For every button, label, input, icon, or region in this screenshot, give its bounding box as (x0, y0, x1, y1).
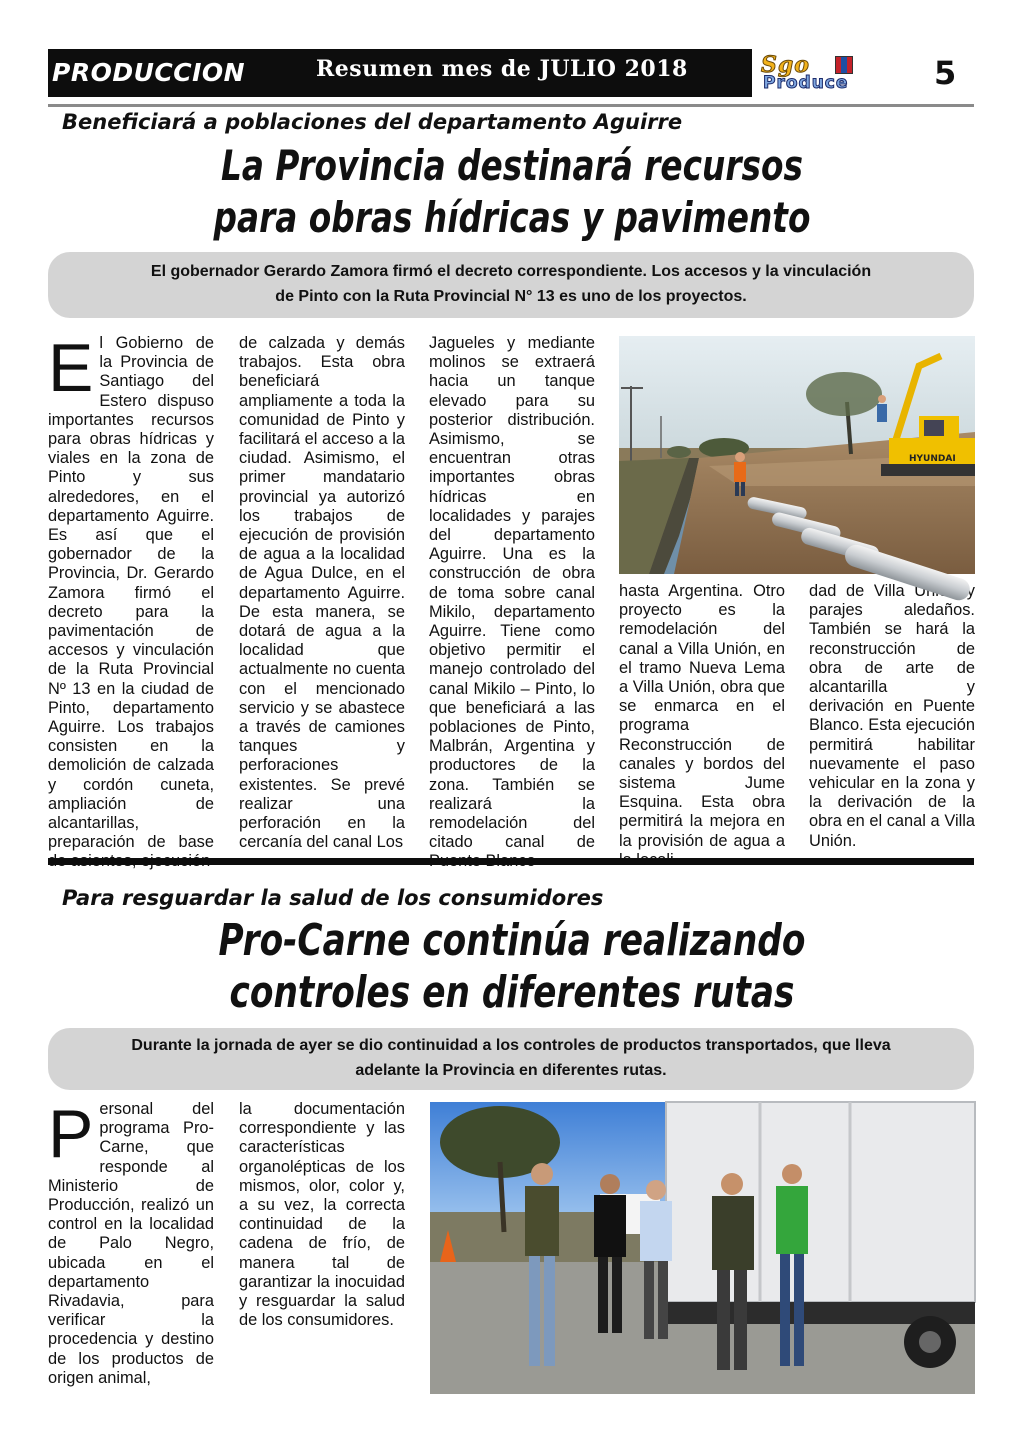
article-divider (48, 858, 974, 865)
article1-lead-line2: de Pinto con la Ruta Provincial N° 13 es uno de los proyectos. (275, 288, 747, 305)
article2-headline-line1: Pro-Carne continúa realizando (218, 915, 806, 966)
article2-column-1 (48, 1096, 214, 1400)
article2-kicker: Para resguardar la salud de los consumidores (62, 886, 604, 910)
article1-column-5: dad de Villa Unión y parajes aledaños. También se hará la reconstrucción de obra de arte de alcantarilla y derivación en Puente Blanco. Esta ejecución permitirá habilitar nuevamente el paso vehicular en la zona y la derivación de la obra en el canal a Villa Unión. (809, 582, 975, 850)
article1-lead-box (48, 252, 974, 318)
article2-dropcap: P (48, 1096, 94, 1172)
article1-headline-line1: La Provincia destinará recursos (220, 141, 804, 190)
article1-column-3: Jagueles y mediante molinos se extraerá hacia un tanque elevado para su posterior distribución. Asimismo, se encuentran otras importantes obras hídricas en localidades y parajes del departamento Aguirre. Una es la construcción de obra de toma sobre canal Mikilo, departamento Aguirre. Tiene como objetivo permitir el manejo controlado del canal Mikilo – Pinto, lo que beneficiará a las poblaciones de Pinto, Malbrán, Argentina y productores de la zona. También se realizará la remodelación del citado canal de (429, 334, 595, 852)
article1-kicker: Beneficiará a poblaciones del departamento Aguirre (62, 110, 683, 134)
sgo-produce-logo (757, 52, 899, 94)
article1-lead-line1: El gobernador Gerardo Zamora firmó el decreto correspondiente. Los accesos y la vinculación (150, 263, 872, 281)
article1-col1-text: l Gobierno de la Provincia de Santiago del Estero dispuso importantes recursos para obras hídricas y viales en la zona de Pinto y sus alrededores, en el departamento Aguirre. Es así que el gobernador de la Provincia, Dr. Gerardo Zamora firmó el decreto para la pavimentación de accesos y vinculación de la Ruta Provincial Nº 13 en la ciudad de Pinto, departamento Aguirre. Los trabajos consisten en la demolición de calzada y cordón cuneta, ampliación de alcantarillas, preparación de base (48, 334, 214, 852)
excavator-brand: HYUNDAI (909, 454, 956, 464)
article1-column-1 (48, 330, 214, 852)
pipeline-photo-illustration (619, 336, 975, 574)
article2-lead-line2: adelante la Provincia en diferentes rutas. (355, 1062, 667, 1079)
logo-text-bottom: Produce (763, 73, 849, 93)
article2-lead-box (48, 1028, 974, 1090)
header-rule (48, 104, 974, 107)
article1-column-4: hasta Argentina. Otro proyecto es la remodelación del canal a Villa Unión, en el tramo Nueva Lema a Villa Unión, obra que se enmarca en el programa Reconstrucción de canales y bordos del sistema Jume Esquina. Esta obra permitirá la mejora en la provisión de agua a (619, 582, 785, 850)
article1-dropcap: E (48, 330, 94, 406)
article2-col1-text: ersonal del programa Pro-Carne, que responde al Ministerio de Producción, realizó un control en la localidad de Palo Negro, ubicada en el departamento Rivadavia, para verificar la procedencia y destino de los productos de origen animal, (48, 1100, 214, 1387)
article1-photo-pipeline-works (619, 336, 975, 574)
page-number: 5 (934, 54, 957, 92)
article1-column-2: de calzada y demás trabajos. Esta obra beneficiará ampliamente a toda la comunidad de Pinto y facilitará el acceso a la ciudad. Asimismo, el primer mandatario provincial ya autorizó los trabajos de ejecución de provisión de agua a la localidad de Agua Dulce, en el departamento Aguirre. De esta manera, se dotará de agua a la localidad que actualmente no cuenta con el mencionado servicio y se abastece a través de camiones tanques y perforaciones existentes. Se prevé realizar una perforación en la cercanía del canal Los (239, 334, 405, 852)
inspection-photo-illustration (430, 1102, 975, 1394)
article2-lead-line1: Durante la jornada de ayer se dio continuidad a los controles de productos transportados, que lleva (131, 1037, 891, 1055)
article2-photo-inspection (430, 1102, 975, 1394)
article2-column-2: la documentación correspondiente y las características organolépticas de los mismos, olor, color y, a su vez, la correcta continuidad de la cadena de frío, de manera tal de garantizar la inocuidad y resguardar la salud de los consumidores. (239, 1100, 405, 1330)
flag-icon (835, 56, 853, 74)
article2-headline-line2: controles en diferentes rutas (229, 967, 795, 1018)
section-title: PRODUCCION (52, 58, 246, 87)
logo-text-top: Sgo (761, 52, 810, 78)
article1-headline-line2: para obras hídricas y pavimento (213, 193, 811, 242)
issue-summary: Resumen mes de JULIO 2018 (316, 56, 688, 82)
